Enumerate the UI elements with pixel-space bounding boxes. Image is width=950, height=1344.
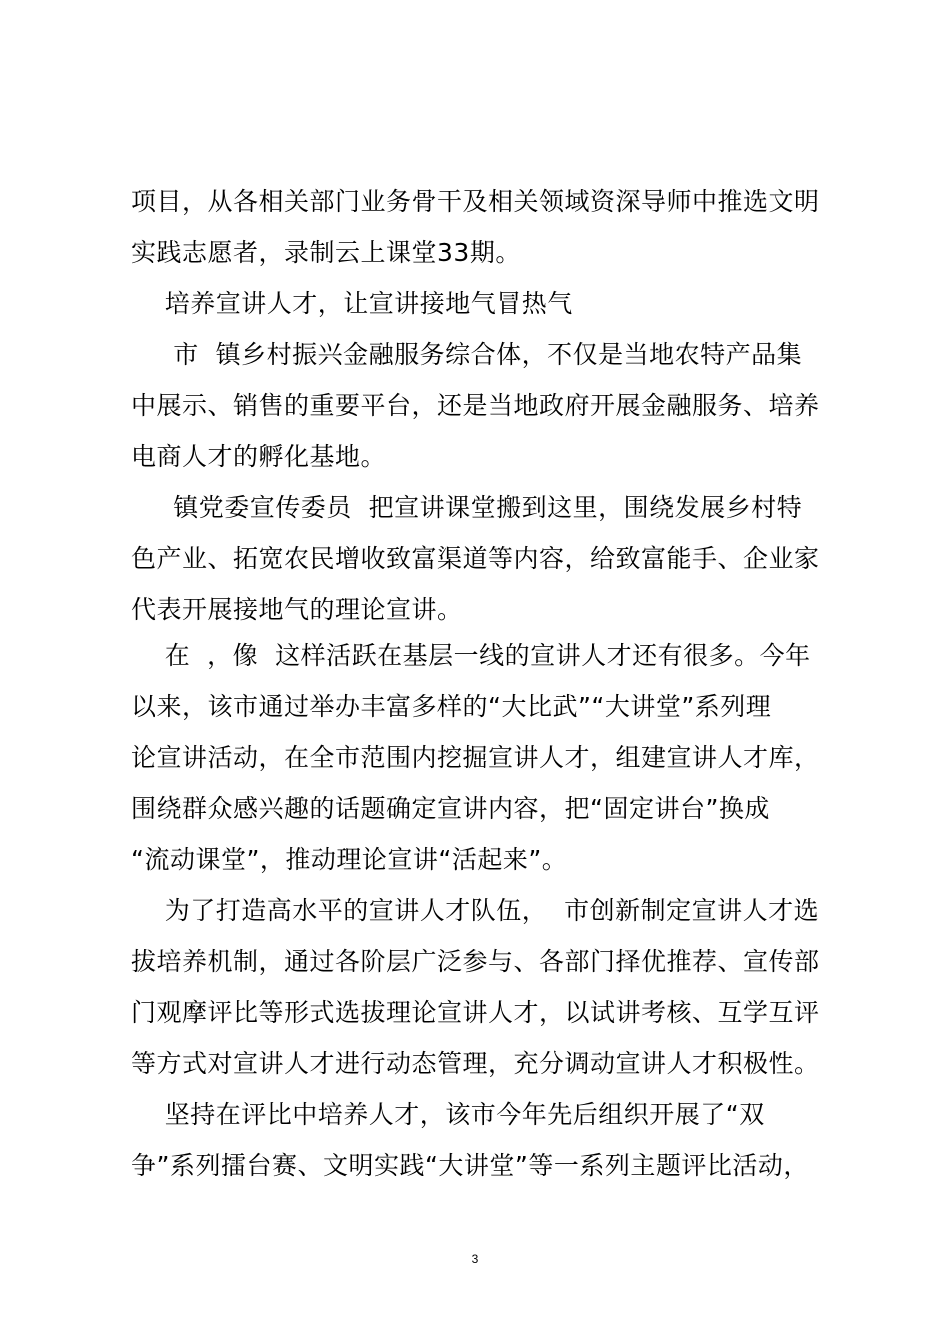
text-line: 在 ，像 这样活跃在基层一线的宣讲人才还有很多。今年 [131, 641, 811, 670]
section-heading: 培养宣讲人才，让宣讲接地气冒热气 [131, 289, 573, 318]
text-line: 中展示、销售的重要平台，还是当地政府开展金融服务、培养 [131, 391, 820, 420]
text-line: 拔培养机制，通过各阶层广泛参与、各部门择优推荐、宣传部 [131, 947, 820, 976]
text-line: 等方式对宣讲人才进行动态管理，充分调动宣讲人才积极性。 [131, 1049, 820, 1078]
page-number: 3 [471, 1252, 479, 1266]
text-line: 以来，该市通过举办丰富多样的“大比武”“大讲堂”系列理 [131, 692, 772, 721]
text-line: 围绕群众感兴趣的话题确定宣讲内容，把“固定讲台”换成 [131, 794, 770, 823]
text-line: 色产业、拓宽农民增收致富渠道等内容，给致富能手、企业家 [131, 544, 820, 573]
text-line: 电商人才的孵化基地。 [131, 442, 387, 471]
text-line: “流动课堂”，推动理论宣讲“活起来”。 [131, 845, 568, 874]
text-line: 论宣讲活动，在全市范围内挖掘宣讲人才，组建宣讲人才库， [131, 743, 820, 772]
text-line: 代表开展接地气的理论宣讲。 [131, 595, 463, 624]
text-line: 项目，从各相关部门业务骨干及相关领域资深导师中推选文明 [131, 187, 820, 216]
text-line: 坚持在评比中培养人才，该市今年先后组织开展了“双 [131, 1100, 765, 1129]
text-line: 实践志愿者，录制云上课堂33期。 [131, 238, 521, 267]
text-line: 争”系列擂台赛、文明实践“大讲堂”等一系列主题评比活动， [131, 1151, 809, 1180]
text-line: 为了打造高水平的宣讲人才队伍， 市创新制定宣讲人才选 [131, 896, 820, 925]
text-line: 门观摩评比等形式选拔理论宣讲人才，以试讲考核、互学互评 [131, 998, 820, 1027]
text-line: 市 镇乡村振兴金融服务综合体，不仅是当地农特产品集 [131, 340, 803, 369]
text-line: 镇党委宣传委员 把宣讲课堂搬到这里，围绕发展乡村特 [131, 493, 803, 522]
